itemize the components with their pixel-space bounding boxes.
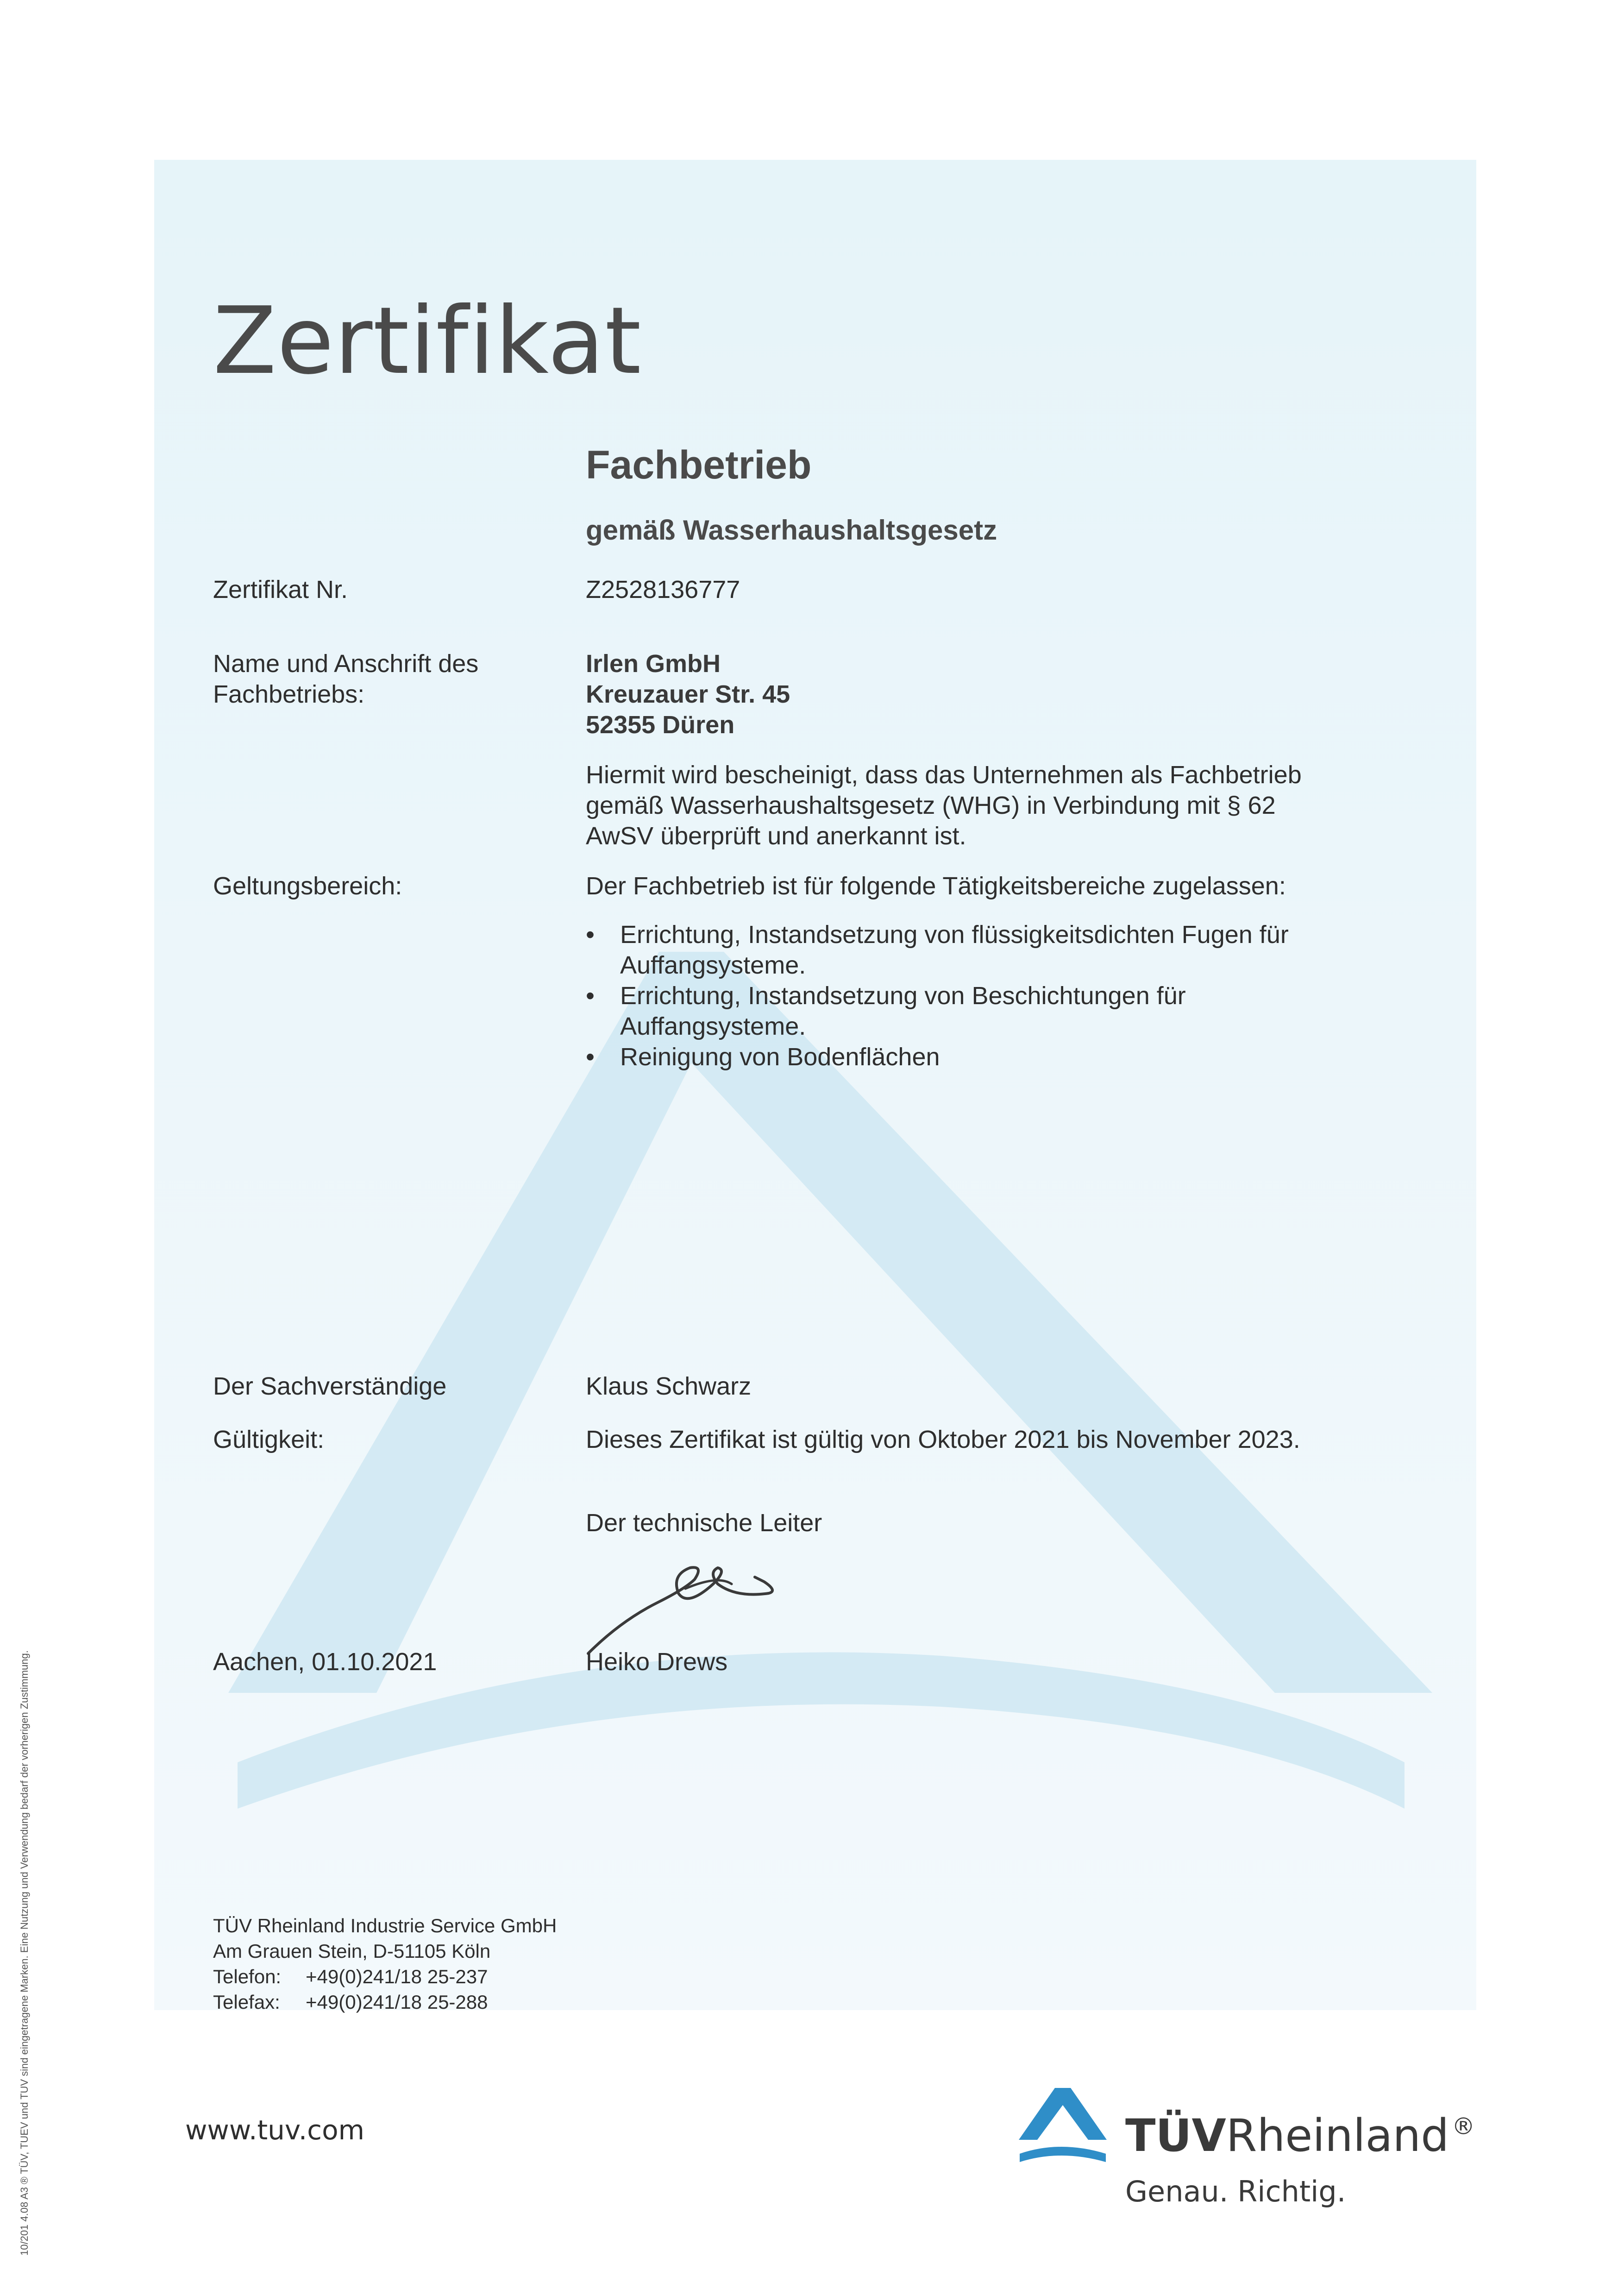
scope-item-line: Errichtung, Instandsetzung von Beschichtungen für	[620, 982, 1186, 1010]
bullet: •	[586, 921, 595, 949]
scope-item-line: Reinigung von Bodenflächen	[620, 1043, 940, 1071]
scope-item-line: Auffangsysteme.	[620, 951, 806, 979]
certificate-title: Zertifikat	[213, 287, 642, 395]
website-link[interactable]: www.tuv.com	[185, 2114, 365, 2146]
footer-phone-row	[213, 1964, 557, 1989]
scope-list	[586, 919, 1410, 1072]
company-street: Kreuzauer Str. 45	[586, 680, 790, 708]
expert-name: Klaus Schwarz	[586, 1372, 752, 1400]
company-name: Irlen GmbH	[586, 650, 721, 678]
validity-text: Dieses Zertifikat ist gültig von Oktober 2021 bis November 2023.	[586, 1426, 1300, 1453]
place-date: Aachen, 01.10.2021	[213, 1648, 437, 1676]
scope-intro: Der Fachbetrieb ist für folgende Tätigkeitsbereiche zugelassen:	[586, 872, 1286, 900]
footer-fax-row	[213, 1989, 557, 2015]
expert-label: Der Sachverständige	[213, 1372, 447, 1400]
certification-text-line: gemäß Wasserhaushaltsgesetz (WHG) in Verbindung mit § 62	[586, 792, 1276, 819]
technical-lead-label: Der technische Leiter	[586, 1509, 822, 1537]
certificate-no-label: Zertifikat Nr.	[213, 576, 348, 604]
company-city: 52355 Düren	[586, 711, 735, 739]
scope-item	[586, 1042, 1410, 1072]
registered-mark: ®	[1452, 2113, 1475, 2140]
footer-address: Am Grauen Stein, D-51105 Köln	[213, 1940, 491, 1962]
validity-label: Gültigkeit:	[213, 1426, 325, 1453]
certificate-panel	[154, 160, 1476, 2010]
tuv-triangle-logo-icon	[1014, 2084, 1111, 2172]
brand-regular: Rheinland	[1226, 2110, 1449, 2162]
footer-phone: +49(0)241/18 25-237	[306, 1966, 488, 1987]
brand-bold: TÜV	[1125, 2110, 1226, 2162]
certificate-heading: Fachbetrieb	[586, 443, 812, 487]
tuv-triangle-watermark-icon	[154, 160, 1476, 2010]
scope-item	[586, 919, 1410, 981]
footer-fax-label: Telefax:	[213, 1991, 280, 2013]
certificate-no: Z2528136777	[586, 576, 740, 604]
company-label-line1: Name und Anschrift des	[213, 650, 479, 678]
footer-fax: +49(0)241/18 25-288	[306, 1991, 488, 2013]
tuv-rheinland-wordmark	[1125, 2110, 1475, 2162]
certification-text-line: Hiermit wird bescheinigt, dass das Unternehmen als Fachbetrieb	[586, 761, 1302, 789]
company-label-line2: Fachbetriebs:	[213, 680, 365, 708]
certificate-subheading: gemäß Wasserhaushaltsgesetz	[586, 515, 997, 546]
footer-phone-label: Telefon:	[213, 1966, 282, 1987]
side-trademark-note: 10/201 4.08 A3 ® TÜV, TUEV und TUV sind eingetragene Marken. Eine Nutzung und Verwendung bedarf der vorherigen Zustimmung.	[19, 1650, 30, 2256]
scope-label: Geltungsbereich:	[213, 872, 402, 900]
scope-item	[586, 981, 1410, 1042]
bullet: •	[586, 982, 595, 1010]
certification-text-line: AwSV überprüft und anerkannt ist.	[586, 822, 966, 850]
footer-company: TÜV Rheinland Industrie Service GmbH	[213, 1915, 557, 1936]
scope-item-line: Auffangsysteme.	[620, 1012, 806, 1040]
brand-tagline: Genau. Richtig.	[1125, 2175, 1346, 2208]
scope-item-line: Errichtung, Instandsetzung von flüssigkeitsdichten Fugen für	[620, 921, 1289, 949]
footer-company-block	[213, 1913, 557, 2015]
bullet: •	[586, 1043, 595, 1071]
technical-lead-name: Heiko Drews	[586, 1648, 728, 1676]
